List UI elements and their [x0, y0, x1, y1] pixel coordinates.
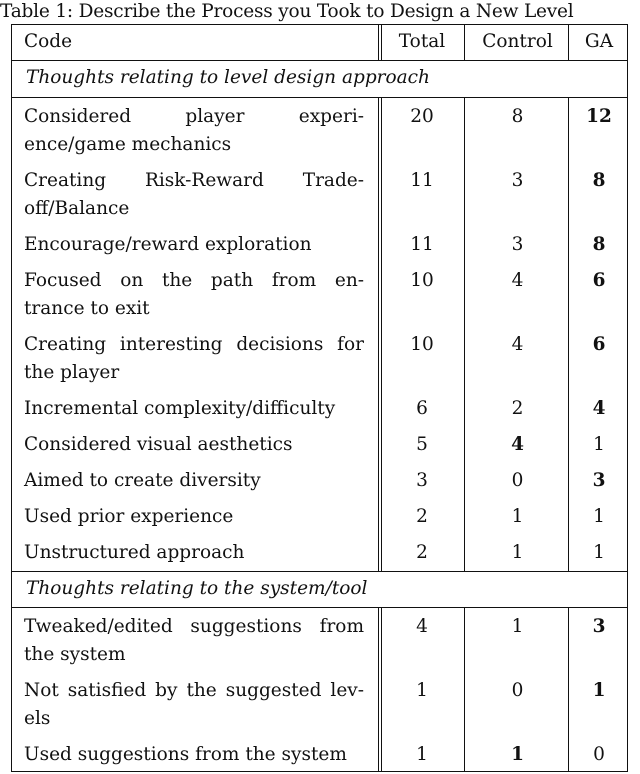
- row-ga: 6: [592, 333, 606, 355]
- row-total: 10: [410, 269, 434, 291]
- row-code-text: Incremental complexity/difficulty: [24, 397, 336, 419]
- row-total: 5: [416, 433, 428, 455]
- row-control: 1: [511, 541, 524, 563]
- table-caption: Table 1: Describe the Process you Took to Design a New Level: [0, 1, 574, 22]
- row-code-text: the system: [24, 644, 126, 665]
- row-code-text: Considered visual aesthetics: [24, 433, 293, 455]
- row-control: 3: [511, 169, 524, 191]
- row-code-text: Aimed to create diversity: [24, 469, 261, 491]
- row-control: 1: [511, 616, 524, 637]
- section-rule: [12, 97, 627, 98]
- row-total: 11: [410, 233, 434, 255]
- row-ga: 1: [593, 433, 605, 455]
- section-title: Thoughts relating to the system/tool: [26, 577, 368, 599]
- row-control: 2: [511, 397, 524, 419]
- header-code: Code: [24, 31, 73, 52]
- row-code-text: Used suggestions from the system: [24, 744, 347, 765]
- row-ga: 8: [592, 233, 606, 255]
- row-total: 6: [416, 397, 428, 419]
- row-ga: 1: [593, 505, 605, 527]
- row-code-text: Creating interesting decisions for: [24, 333, 364, 355]
- row-total: 2: [416, 505, 428, 527]
- row-ga: 12: [586, 105, 612, 127]
- row-total: 2: [416, 541, 428, 563]
- row-control: 4: [511, 269, 524, 291]
- row-control: 3: [511, 233, 524, 255]
- row-ga: 3: [592, 469, 606, 491]
- row-ga: 6: [592, 269, 606, 291]
- row-total: 11: [410, 169, 434, 191]
- row-code-text: els: [24, 708, 51, 729]
- row-control: 1: [511, 744, 524, 765]
- row-total: 3: [416, 469, 428, 491]
- row-ga: 8: [592, 169, 606, 191]
- row-ga: 4: [592, 397, 606, 419]
- row-total: 20: [410, 105, 434, 127]
- row-control: 1: [511, 505, 524, 527]
- row-ga: 1: [593, 541, 605, 563]
- row-total: 1: [416, 680, 428, 701]
- row-ga: 1: [592, 680, 606, 701]
- row-code-text: Used prior experience: [24, 505, 234, 527]
- row-code-text: Focused on the path from en-: [24, 269, 364, 291]
- row-code-text: Unstructured approach: [24, 541, 245, 563]
- header-total: Total: [398, 31, 446, 52]
- section-rule: [12, 607, 627, 608]
- row-total: 4: [416, 616, 428, 637]
- row-code-text: ence/game mechanics: [24, 133, 232, 155]
- row-control: 8: [511, 105, 524, 127]
- row-code-text: Considered player experi-: [24, 105, 364, 127]
- row-code-text: Creating Risk-Reward Trade-: [24, 169, 364, 191]
- row-total: 1: [416, 744, 428, 765]
- row-control: 4: [511, 333, 524, 355]
- row-control: 0: [511, 680, 524, 701]
- row-ga: 3: [592, 616, 606, 637]
- row-code-text: trance to exit: [24, 297, 150, 319]
- header-ga: GA: [584, 31, 614, 52]
- row-control: 4: [511, 433, 524, 455]
- row-code-text: off/Balance: [24, 197, 130, 219]
- row-code-text: Not satisfied by the suggested lev-: [24, 680, 364, 701]
- results-table: [11, 24, 628, 772]
- row-control: 0: [511, 469, 524, 491]
- section-title: Thoughts relating to level design approach: [26, 67, 430, 88]
- row-ga: 0: [593, 744, 605, 765]
- row-code-text: Tweaked/edited suggestions from: [24, 616, 364, 637]
- row-total: 10: [410, 333, 434, 355]
- row-code-text: Encourage/reward exploration: [24, 233, 312, 255]
- row-code-text: the player: [24, 361, 120, 383]
- header-control: Control: [482, 31, 553, 52]
